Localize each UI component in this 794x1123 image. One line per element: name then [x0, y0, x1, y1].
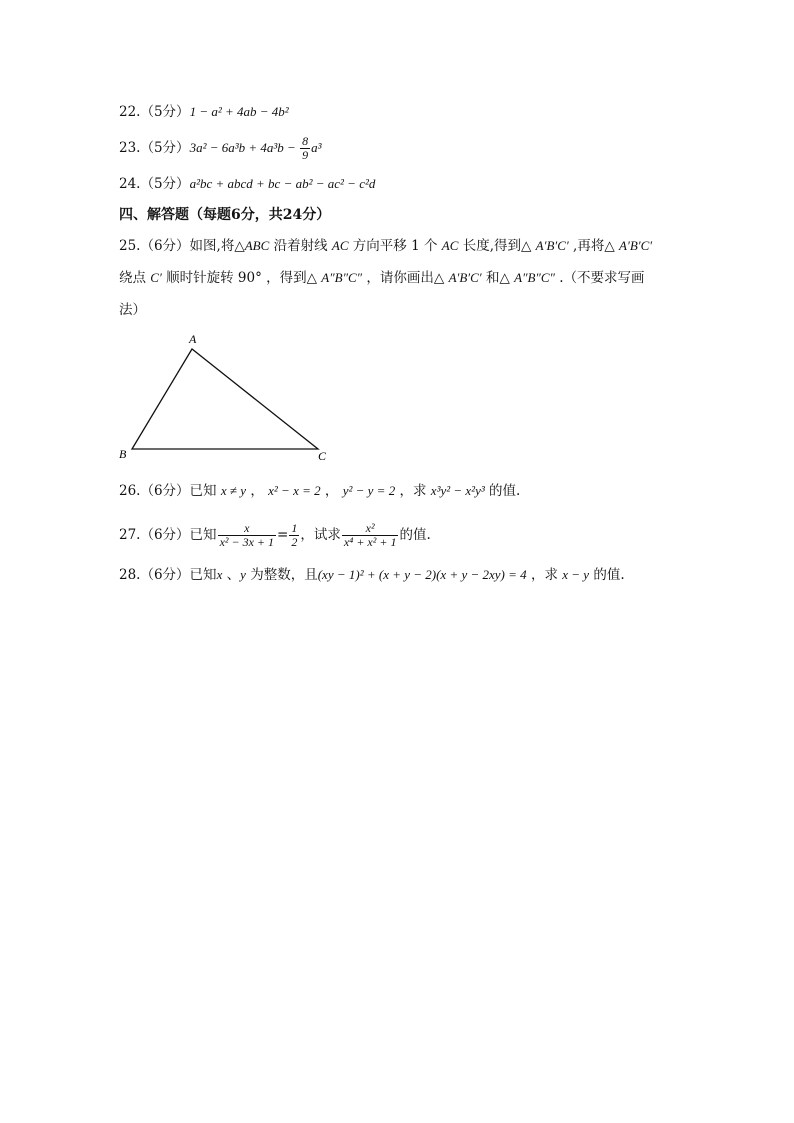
p28-math: y	[240, 567, 246, 582]
p25-math: AC	[331, 238, 349, 253]
problem-24-label: 24.（5分）	[119, 176, 190, 192]
p25-math: A′B′C′	[619, 238, 653, 253]
fraction-numerator: x	[218, 522, 276, 536]
problem-25-line-3: 法）	[119, 302, 146, 318]
p25-math: A′B′C′	[535, 238, 569, 253]
problem-28	[119, 565, 625, 585]
p27-text: 的值.	[399, 527, 431, 543]
fraction-denominator: x² − 3x + 1	[219, 535, 275, 549]
p25-text: 绕点	[119, 270, 151, 286]
problem-22-label: 22.（5分）	[119, 104, 190, 120]
problem-25-line-2	[119, 268, 645, 288]
p26-text: ，	[320, 483, 343, 499]
p26-math: y² − y = 2	[342, 483, 396, 498]
p27-fraction-3	[342, 522, 399, 549]
p27-fraction-2	[289, 522, 299, 549]
p28-math: (xy − 1)² + (x + y − 2)(x + y − 2xy) = 4	[317, 567, 527, 582]
problem-27	[119, 522, 431, 549]
p26-text: 26.（6分）已知	[119, 483, 221, 499]
p26-text: ，	[246, 483, 269, 499]
problem-23-expression-a: 3a² − 6a³b + 4a³b −	[189, 140, 300, 155]
p25-text: ,再将△	[568, 238, 620, 254]
p28-text: ，求	[526, 567, 563, 583]
p26-math: x³y² − x²y³	[430, 483, 485, 498]
equals-sign: =	[277, 527, 289, 543]
fraction-numerator: 1	[291, 521, 298, 535]
p28-text: 的值.	[589, 567, 625, 583]
triangle-figure	[110, 330, 340, 465]
problem-23-expression-b: a³	[311, 140, 322, 155]
p25-math: ABC	[244, 238, 270, 253]
problem-25-line-1	[119, 236, 652, 256]
p26-math: x ≠ y	[220, 483, 247, 498]
fraction-numerator: 8	[302, 134, 309, 148]
p27-text: ，试求	[300, 527, 341, 543]
fraction-numerator: x²	[342, 522, 399, 536]
p25-text: .（不要求写画	[554, 270, 645, 286]
p26-text: 的值.	[484, 483, 521, 499]
p25-text: 和△	[481, 270, 515, 286]
problem-23-label: 23.（5分）	[119, 140, 190, 156]
p25-math: A″B″C″	[321, 270, 363, 285]
fraction-denominator: x⁴ + x² + 1	[343, 535, 397, 549]
p28-text: 、	[222, 567, 241, 583]
p27-fraction-1	[218, 522, 276, 549]
p25-math: C′	[150, 270, 162, 285]
vertex-label-c: C	[318, 449, 327, 463]
problem-23-fraction	[300, 135, 310, 162]
fraction-denominator: 2	[291, 535, 298, 549]
p25-math: AC	[441, 238, 459, 253]
problem-24	[119, 174, 375, 194]
p25-math: A′B′C′	[448, 270, 482, 285]
p28-text: 为整数，且	[245, 567, 318, 583]
problem-26	[119, 481, 520, 501]
triangle-abc	[132, 349, 318, 449]
p25-text: 长度,得到△	[458, 238, 536, 254]
problem-22-expression: 1 − a² + 4ab − 4b²	[189, 104, 289, 119]
p25-text: 25.（6分）如图,将△	[119, 238, 245, 254]
p25-text: 沿着射线	[269, 238, 332, 254]
vertex-label-b: B	[119, 447, 127, 461]
p26-math: x² − x = 2	[268, 483, 321, 498]
p26-text: ，求	[395, 483, 431, 499]
p28-math: x − y	[562, 567, 590, 582]
section-4-heading: 四、解答题（每题6分，共24分）	[119, 207, 331, 223]
p27-text: 27.（6分）已知	[119, 527, 217, 543]
fraction-denominator: 9	[302, 148, 309, 162]
p25-text: ，请你画出△	[362, 270, 449, 286]
p25-text: 顺时针旋转 90° ，得到△	[161, 270, 322, 286]
problem-24-expression: a²bc + abcd + bc − ab² − ac² − c²d	[189, 176, 376, 191]
p25-text: 方向平移 1 个	[348, 238, 442, 254]
problem-22	[119, 102, 289, 122]
p25-math: A″B″C″	[514, 270, 555, 285]
problem-23	[119, 135, 321, 162]
vertex-label-a: A	[189, 332, 197, 346]
p28-math: x	[216, 567, 223, 582]
p28-text: 28.（6分）已知	[119, 567, 217, 583]
